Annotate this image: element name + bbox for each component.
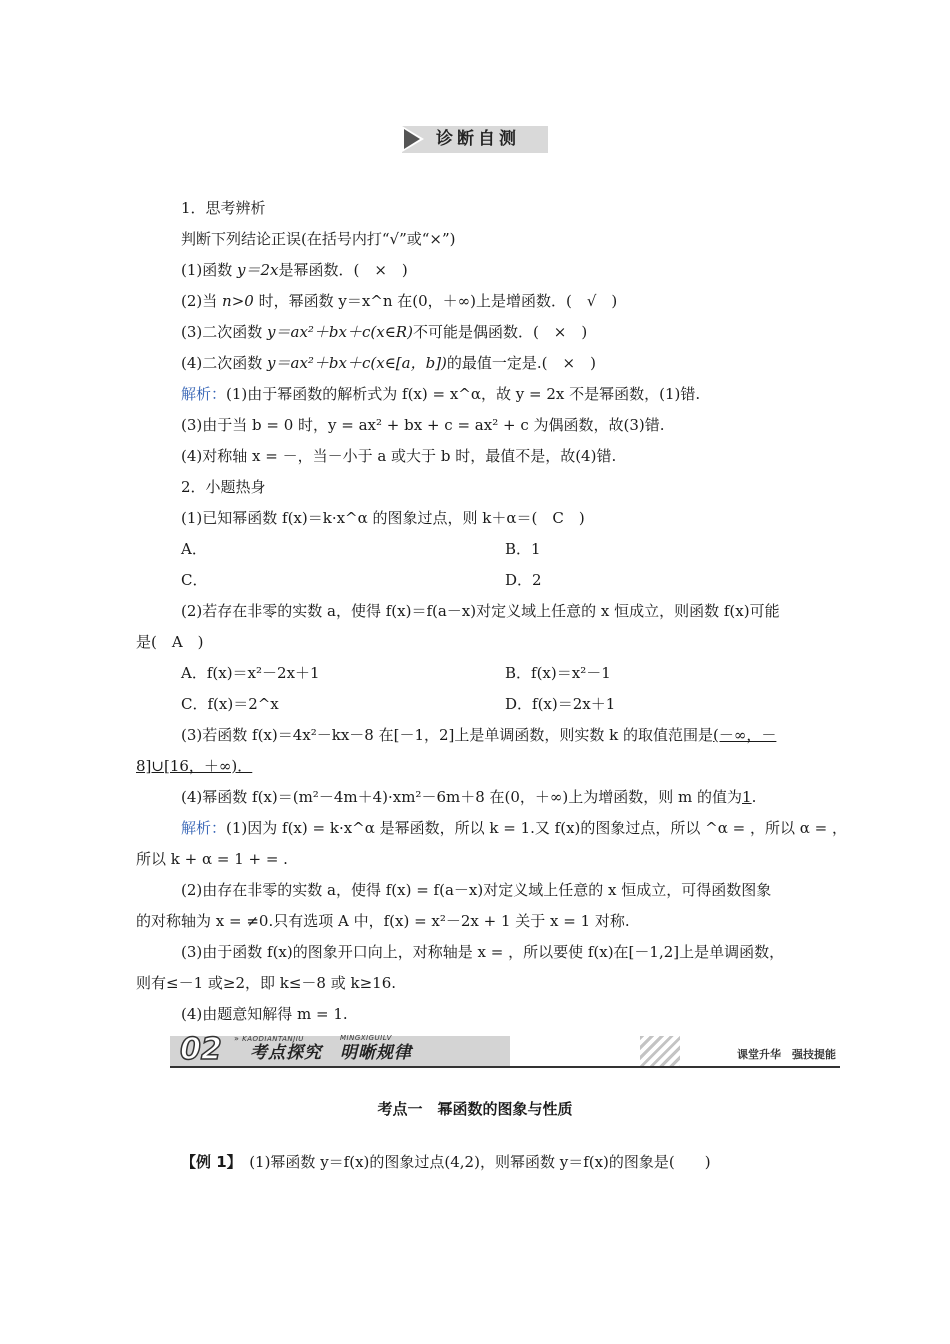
example-1 (181, 1151, 711, 1173)
question-1-option-c: C． (181, 571, 208, 589)
double-chevron-icon: » (234, 1034, 240, 1043)
judge-item-1-post: 是幂函数．( × ) (278, 261, 408, 279)
section2-heading: 2．小题热身 (181, 478, 266, 496)
example-text: (1)幂函数 y＝f(x)的图象过点(4,2)，则幂函数 y＝f(x)的图象是( ) (249, 1153, 711, 1171)
example-label: 【例 1】 (181, 1153, 235, 1171)
question-3-text: (3)若函数 f(x)＝4x²－kx－8 在[－1，2]上是单调函数，则实数 k 的取值范围是 (181, 726, 714, 744)
judge-item-3-pre: (3)二次函数 (181, 323, 268, 341)
analysis-2-line-2: 所以 k + α = 1 + = . (136, 850, 288, 868)
band-subtitle-2: MINGXIGUILV (340, 1034, 392, 1042)
judge-item-1-expr: y＝2x (237, 261, 279, 279)
judge-item-1 (181, 259, 408, 281)
question-3-line-1 (181, 724, 776, 746)
judge-item-1-pre: (1)函数 (181, 261, 238, 279)
band-rule (170, 1066, 840, 1068)
analysis-2-line-7: (4)由题意知解得 m = 1. (181, 1005, 348, 1023)
question-4-answer: 1 (742, 788, 752, 806)
analysis-2-line-3: (2)由存在非零的实数 a，使得 f(x) = f(a－x)对定义域上任意的 x 恒成立，可得函数图象 (181, 881, 772, 899)
analysis-2-line-5: (3)由于函数 f(x)的图象开口向上，对称轴是 x = ，所以要使 f(x)在[－1,2]上是单调函数， (181, 943, 785, 961)
band-title: 考点探究 明晰规律 (250, 1043, 412, 1063)
question-3-answer-part-1: (－∞，－ (713, 726, 777, 744)
question-4-text: (4)幂函数 f(x)＝(m²－4m＋4)·xm²－6m＋8 在(0，＋∞)上为增函数，则 m 的值为 (181, 788, 743, 806)
question-2-line-2: 是( A ) (136, 633, 204, 651)
analysis-1-line-2: (3)由于当 b = 0 时，y = ax² + bx + c = ax² + c 为偶函数，故(3)错. (181, 416, 665, 434)
analysis-1-line-1 (181, 383, 700, 405)
band-right-text: 课堂升华 强技提能 (737, 1048, 836, 1061)
question-1-option-d: D．2 (505, 571, 542, 589)
analysis-2-line-6: 则有≤－1 或≥2，即 k≤－8 或 k≥16. (136, 974, 397, 992)
question-4-end: . (751, 788, 757, 806)
section1-heading: 1．思考辨析 (181, 199, 266, 217)
section1-instruction: 判断下列结论正误(在括号内打“√”或“×”) (181, 230, 456, 248)
question-1-option-b: B．1 (505, 540, 541, 558)
judge-item-3-expr: y＝ax²＋bx＋c(x∈R) (267, 323, 413, 341)
chapter-band (170, 1030, 840, 1070)
section-banner (402, 126, 548, 153)
band-number: 02 (180, 1032, 222, 1067)
banner-arrow-inner-icon (404, 129, 420, 149)
banner-title: 诊断自测 (436, 129, 520, 149)
question-3-answer-part-2: 8]∪[16，＋∞)． (136, 757, 253, 775)
topic-title: 考点一 幂函数的图象与性质 (377, 1100, 573, 1118)
judge-item-4-expr: y＝ax²＋bx＋c(x∈[a，b]) (267, 354, 447, 372)
question-2-option-c: C．f(x)＝2^x (181, 695, 279, 713)
judge-item-2-pre: (2)当 (181, 292, 223, 310)
judge-item-4-post: 的最值一定是.( × ) (446, 354, 596, 372)
judge-item-3 (181, 321, 587, 343)
judge-item-2 (181, 290, 617, 312)
judge-item-4 (181, 352, 596, 374)
question-1: (1)已知幂函数 f(x)＝k·x^α 的图象过点，则 k＋α＝( C ) (181, 509, 585, 527)
question-2-line-1: (2)若存在非零的实数 a，使得 f(x)＝f(a－x)对定义域上任意的 x 恒成立，则函数 f(x)可能 (181, 602, 780, 620)
analysis-2-line-1 (181, 817, 847, 839)
question-2-option-b: B．f(x)＝x²－1 (505, 664, 611, 682)
question-2-option-a: A．f(x)＝x²－2x＋1 (181, 664, 320, 682)
analysis-1-line-3: (4)对称轴 x = －，当－小于 a 或大于 b 时，最值不是，故(4)错. (181, 447, 617, 465)
judge-item-3-post: 不可能是偶函数．( × ) (412, 323, 588, 341)
analysis-2-line-4: 的对称轴为 x = ≠0.只有选项 A 中，f(x) = x²－2x + 1 关于 x = 1 对称. (136, 912, 630, 930)
question-1-option-a: A． (181, 540, 207, 558)
question-2-option-d: D．f(x)＝2x＋1 (505, 695, 616, 713)
analysis-label: 解析： (181, 385, 227, 403)
band-stripes (640, 1036, 680, 1066)
judge-item-2-expr: n>0 (222, 292, 254, 310)
judge-item-4-pre: (4)二次函数 (181, 354, 268, 372)
band-subtitle-1-text: KAODIANTANJIU (242, 1035, 304, 1043)
judge-item-2-post: 时，幂函数 y＝x^n 在(0，＋∞)上是增函数．( √ ) (253, 292, 618, 310)
analysis-2-text-1: (1)因为 f(x) = k·x^α 是幂函数，所以 k = 1.又 f(x)的图象过点，所以 ^α = ，所以 α = ， (226, 819, 847, 837)
question-4 (181, 786, 756, 808)
analysis-1-text-1: (1)由于幂函数的解析式为 f(x) = x^α，故 y = 2x 不是幂函数，(1)错. (226, 385, 701, 403)
analysis-label-2: 解析： (181, 819, 227, 837)
